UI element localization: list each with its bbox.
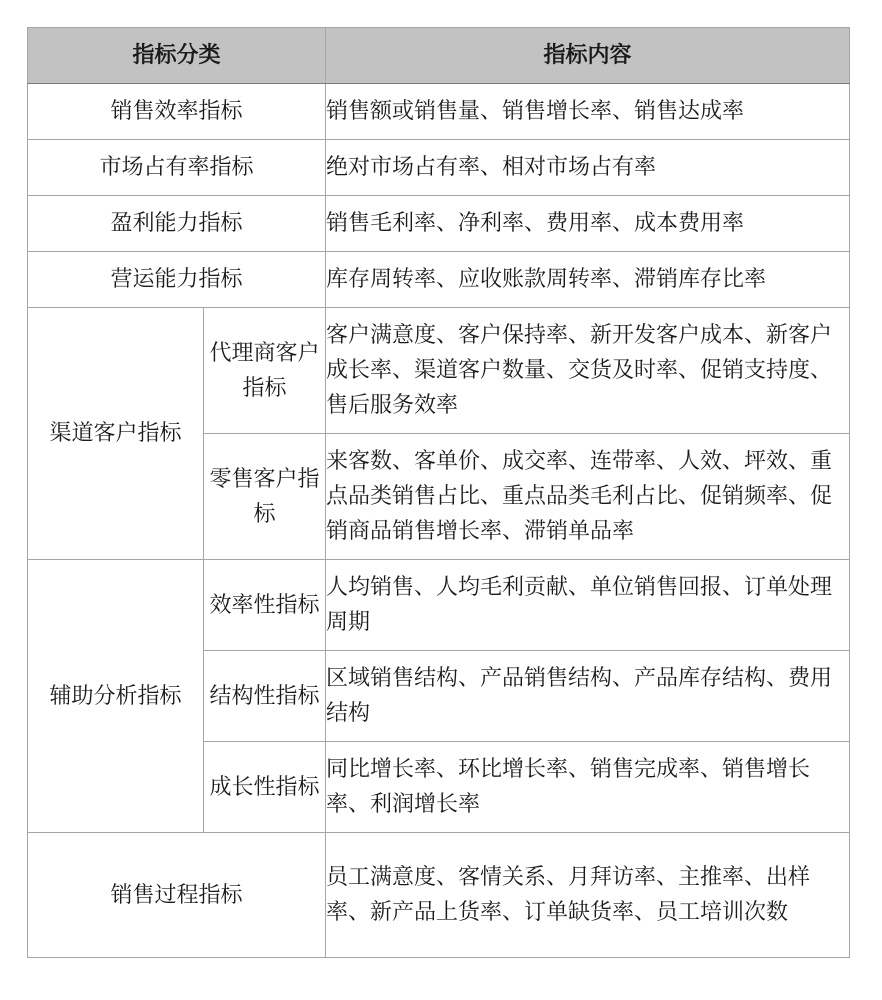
category-cell: 营运能力指标: [28, 252, 326, 308]
table-row: [28, 196, 850, 252]
category-cell: 市场占有率指标: [28, 140, 326, 196]
content-cell: 绝对市场占有率、相对市场占有率: [326, 140, 850, 196]
table-row: [28, 833, 850, 958]
subcategory-cell: 零售客户指标: [204, 434, 326, 560]
content-cell: 销售额或销售量、销售增长率、销售达成率: [326, 84, 850, 140]
category-cell: 销售效率指标: [28, 84, 326, 140]
content-cell: 库存周转率、应收账款周转率、滞销库存比率: [326, 252, 850, 308]
header-category: 指标分类: [28, 28, 326, 84]
content-cell: 同比增长率、环比增长率、销售完成率、销售增长率、利润增长率: [326, 742, 850, 833]
table-row: [28, 252, 850, 308]
content-cell: 来客数、客单价、成交率、连带率、人效、坪效、重点品类销售占比、重点品类毛利占比、促销频率、促销商品销售增长率、滞销单品率: [326, 434, 850, 560]
group-category-cell: 渠道客户指标: [28, 308, 204, 560]
subcategory-cell: 结构性指标: [204, 651, 326, 742]
content-cell: 员工满意度、客情关系、月拜访率、主推率、出样率、新产品上货率、订单缺货率、员工培训次数: [326, 833, 850, 958]
category-cell: 销售过程指标: [28, 833, 326, 958]
table-row: [28, 140, 850, 196]
content-cell: 人均销售、人均毛利贡献、单位销售回报、订单处理周期: [326, 560, 850, 651]
content-cell: 客户满意度、客户保持率、新开发客户成本、新客户成长率、渠道客户数量、交货及时率、促销支持度、售后服务效率: [326, 308, 850, 434]
subcategory-cell: 代理商客户指标: [204, 308, 326, 434]
subcategory-cell: 成长性指标: [204, 742, 326, 833]
category-cell: 盈利能力指标: [28, 196, 326, 252]
group-category-cell: 辅助分析指标: [28, 560, 204, 833]
table-row: [28, 560, 850, 651]
table-row: [28, 84, 850, 140]
content-cell: 销售毛利率、净利率、费用率、成本费用率: [326, 196, 850, 252]
metrics-table: [27, 27, 850, 958]
header-row: [28, 28, 850, 84]
header-content: 指标内容: [326, 28, 850, 84]
content-cell: 区域销售结构、产品销售结构、产品库存结构、费用结构: [326, 651, 850, 742]
subcategory-cell: 效率性指标: [204, 560, 326, 651]
table-row: [28, 308, 850, 434]
